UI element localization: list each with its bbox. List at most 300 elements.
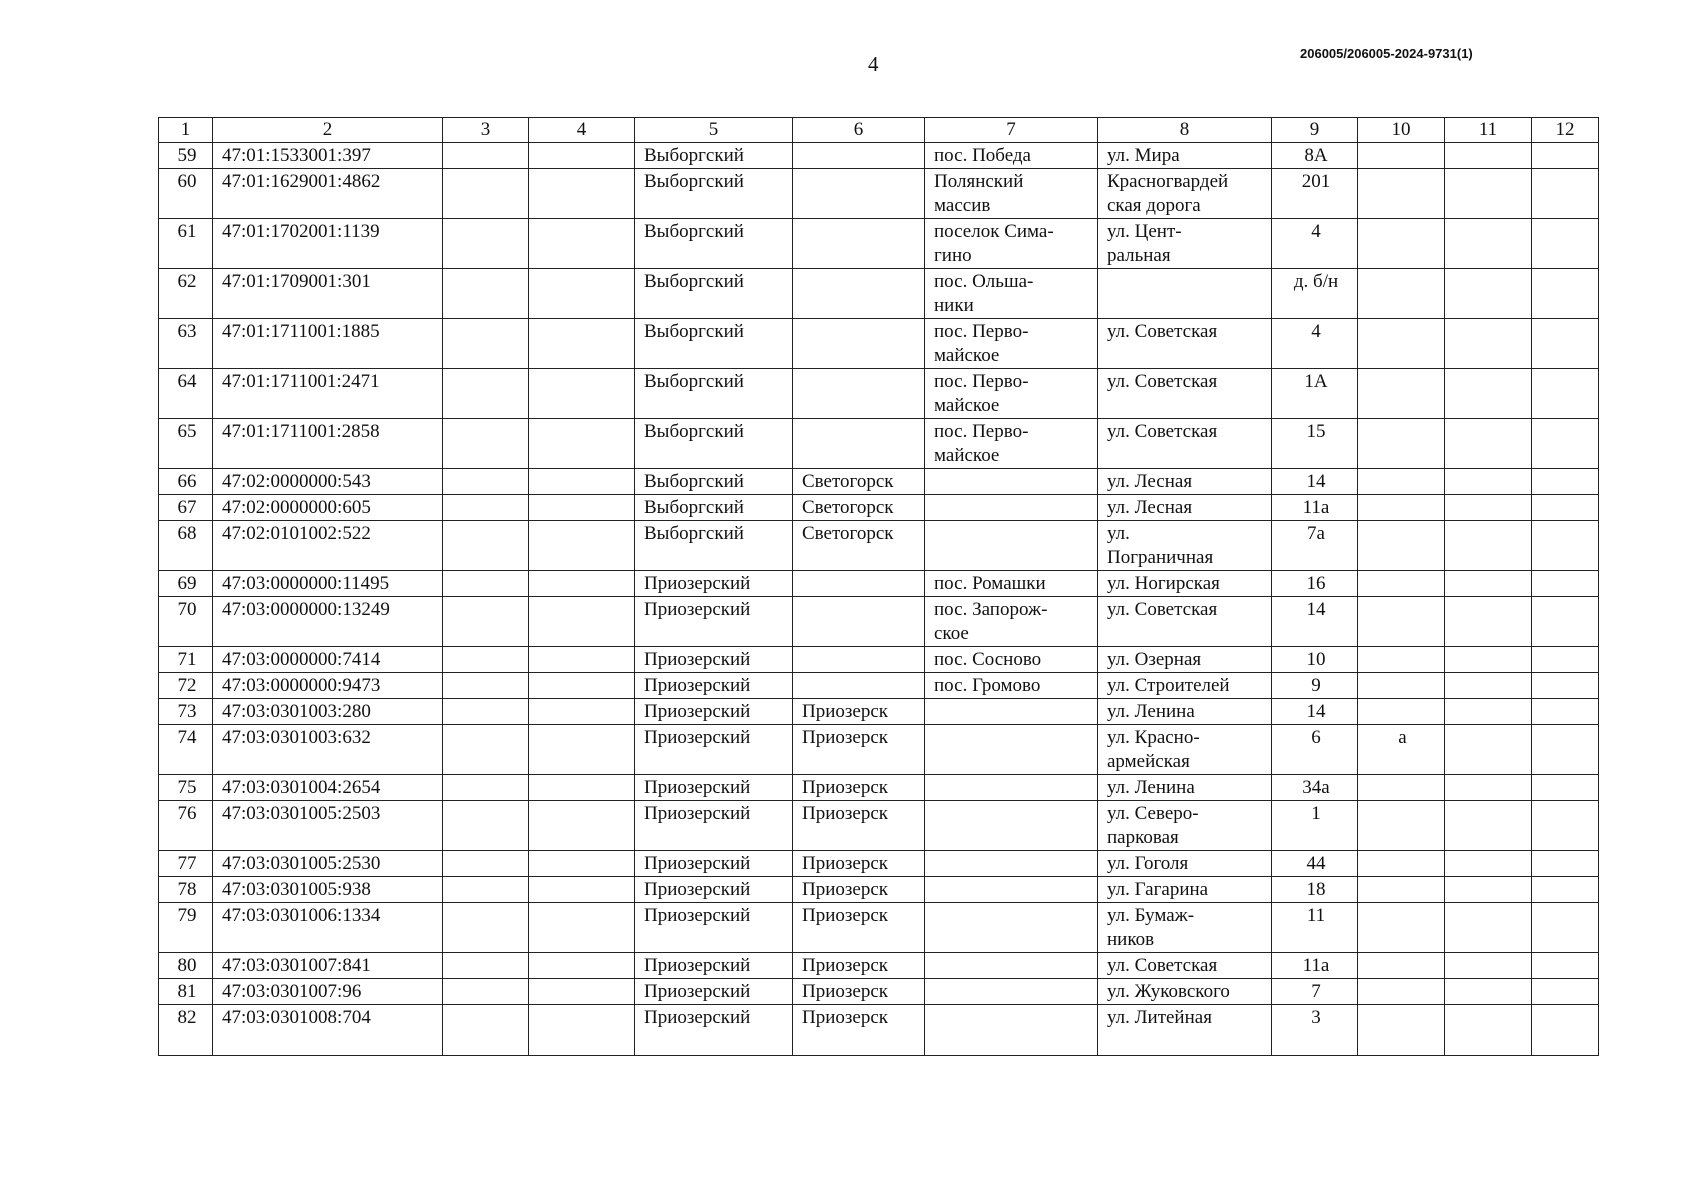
page-number: 4: [868, 52, 879, 76]
street-cell: ул. Цент- ральная: [1098, 219, 1272, 269]
column-3-cell: [443, 495, 529, 521]
district-cell: Приозерский: [635, 851, 793, 877]
column-11-cell: [1445, 269, 1532, 319]
column-3-cell: [443, 699, 529, 725]
column-11-cell: [1445, 725, 1532, 775]
cadastral-number: 47:03:0000000:11495: [213, 571, 443, 597]
column-3-cell: [443, 143, 529, 169]
column-4-cell: [529, 419, 635, 469]
row-number: 63: [159, 319, 213, 369]
column-4-cell: [529, 953, 635, 979]
cadastral-number: 47:01:1711001:1885: [213, 319, 443, 369]
district-cell: Приозерский: [635, 1005, 793, 1056]
column-10-cell: [1358, 319, 1445, 369]
column-4-cell: [529, 597, 635, 647]
row-number: 82: [159, 1005, 213, 1056]
column-11-cell: [1445, 979, 1532, 1005]
city-cell: Приозерск: [793, 953, 925, 979]
column-12-cell: [1532, 521, 1599, 571]
column-12-cell: [1532, 903, 1599, 953]
column-10-cell: [1358, 877, 1445, 903]
column-3-cell: [443, 319, 529, 369]
column-12-cell: [1532, 571, 1599, 597]
row-number: 61: [159, 219, 213, 269]
column-10-cell: [1358, 495, 1445, 521]
column-4-cell: [529, 495, 635, 521]
house-number-cell: 14: [1272, 469, 1358, 495]
column-12-cell: [1532, 851, 1599, 877]
cadastral-number: 47:03:0301006:1334: [213, 903, 443, 953]
settlement-cell: [925, 725, 1098, 775]
district-cell: Приозерский: [635, 699, 793, 725]
table-row: [159, 469, 1599, 495]
table-row: [159, 877, 1599, 903]
column-4-cell: [529, 725, 635, 775]
column-4-cell: [529, 851, 635, 877]
column-4-cell: [529, 469, 635, 495]
district-cell: Приозерский: [635, 647, 793, 673]
table-row: [159, 597, 1599, 647]
column-12-cell: [1532, 495, 1599, 521]
row-number: 68: [159, 521, 213, 571]
settlement-cell: пос. Победа: [925, 143, 1098, 169]
column-11-cell: [1445, 673, 1532, 699]
district-cell: Выборгский: [635, 495, 793, 521]
city-cell: Светогорск: [793, 521, 925, 571]
row-number: 70: [159, 597, 213, 647]
row-number: 80: [159, 953, 213, 979]
cadastral-number: 47:03:0301003:280: [213, 699, 443, 725]
column-3-cell: [443, 571, 529, 597]
column-3-cell: [443, 521, 529, 571]
district-cell: Выборгский: [635, 219, 793, 269]
settlement-cell: пос. Сосново: [925, 647, 1098, 673]
column-3-cell: [443, 953, 529, 979]
city-cell: [793, 369, 925, 419]
column-11-cell: [1445, 903, 1532, 953]
column-header: 8: [1098, 118, 1272, 143]
column-3-cell: [443, 597, 529, 647]
cadastral-number: 47:02:0000000:605: [213, 495, 443, 521]
settlement-cell: [925, 699, 1098, 725]
column-3-cell: [443, 219, 529, 269]
column-12-cell: [1532, 953, 1599, 979]
street-cell: ул. Советская: [1098, 369, 1272, 419]
column-header: 12: [1532, 118, 1599, 143]
street-cell: ул. Жуковского: [1098, 979, 1272, 1005]
cadastral-number: 47:03:0000000:13249: [213, 597, 443, 647]
city-cell: [793, 269, 925, 319]
settlement-cell: пос. Запорож- ское: [925, 597, 1098, 647]
settlement-cell: [925, 775, 1098, 801]
column-3-cell: [443, 903, 529, 953]
row-number: 60: [159, 169, 213, 219]
column-4-cell: [529, 169, 635, 219]
column-10-cell: [1358, 953, 1445, 979]
registry-table: [158, 117, 1599, 1056]
column-3-cell: [443, 979, 529, 1005]
column-4-cell: [529, 219, 635, 269]
district-cell: Выборгский: [635, 369, 793, 419]
column-12-cell: [1532, 801, 1599, 851]
column-header: 11: [1445, 118, 1532, 143]
column-11-cell: [1445, 851, 1532, 877]
house-number-cell: 4: [1272, 219, 1358, 269]
column-11-cell: [1445, 699, 1532, 725]
house-number-cell: 1: [1272, 801, 1358, 851]
street-cell: ул. Советская: [1098, 319, 1272, 369]
street-cell: ул. Гагарина: [1098, 877, 1272, 903]
column-4-cell: [529, 143, 635, 169]
column-11-cell: [1445, 521, 1532, 571]
column-10-cell: [1358, 143, 1445, 169]
district-cell: Выборгский: [635, 269, 793, 319]
column-10-cell: [1358, 269, 1445, 319]
cadastral-number: 47:01:1711001:2858: [213, 419, 443, 469]
column-11-cell: [1445, 369, 1532, 419]
column-12-cell: [1532, 143, 1599, 169]
house-number-cell: 7: [1272, 979, 1358, 1005]
column-4-cell: [529, 571, 635, 597]
column-11-cell: [1445, 169, 1532, 219]
cadastral-number: 47:01:1533001:397: [213, 143, 443, 169]
house-number-cell: 11: [1272, 903, 1358, 953]
table-row: [159, 725, 1599, 775]
city-cell: Приозерск: [793, 801, 925, 851]
district-cell: Приозерский: [635, 979, 793, 1005]
street-cell: [1098, 269, 1272, 319]
row-number: 64: [159, 369, 213, 419]
house-number-cell: 34а: [1272, 775, 1358, 801]
column-4-cell: [529, 647, 635, 673]
column-11-cell: [1445, 647, 1532, 673]
table-row: [159, 1005, 1599, 1056]
cadastral-number: 47:01:1711001:2471: [213, 369, 443, 419]
column-11-cell: [1445, 1005, 1532, 1056]
house-number-cell: 10: [1272, 647, 1358, 673]
house-number-cell: 3: [1272, 1005, 1358, 1056]
district-cell: Приозерский: [635, 571, 793, 597]
cadastral-number: 47:03:0301007:96: [213, 979, 443, 1005]
column-10-cell: [1358, 801, 1445, 851]
city-cell: [793, 169, 925, 219]
table-row: [159, 647, 1599, 673]
column-12-cell: [1532, 219, 1599, 269]
cadastral-number: 47:03:0301003:632: [213, 725, 443, 775]
table-row: [159, 143, 1599, 169]
cadastral-number: 47:03:0301007:841: [213, 953, 443, 979]
cadastral-number: 47:03:0301005:938: [213, 877, 443, 903]
settlement-cell: пос. Перво- майское: [925, 419, 1098, 469]
house-number-cell: 16: [1272, 571, 1358, 597]
column-header: 3: [443, 118, 529, 143]
column-4-cell: [529, 319, 635, 369]
column-12-cell: [1532, 699, 1599, 725]
street-cell: ул. Красно- армейская: [1098, 725, 1272, 775]
column-10-cell: [1358, 571, 1445, 597]
column-3-cell: [443, 369, 529, 419]
row-number: 77: [159, 851, 213, 877]
house-number-cell: 201: [1272, 169, 1358, 219]
table-row: [159, 851, 1599, 877]
column-4-cell: [529, 673, 635, 699]
street-cell: ул. Пограничная: [1098, 521, 1272, 571]
settlement-cell: пос. Перво- майское: [925, 319, 1098, 369]
settlement-cell: [925, 521, 1098, 571]
column-10-cell: [1358, 419, 1445, 469]
row-number: 76: [159, 801, 213, 851]
column-4-cell: [529, 903, 635, 953]
settlement-cell: Полянский массив: [925, 169, 1098, 219]
city-cell: Приозерск: [793, 725, 925, 775]
column-12-cell: [1532, 419, 1599, 469]
column-3-cell: [443, 169, 529, 219]
column-3-cell: [443, 801, 529, 851]
table-row: [159, 269, 1599, 319]
house-number-cell: 9: [1272, 673, 1358, 699]
row-number: 81: [159, 979, 213, 1005]
column-3-cell: [443, 419, 529, 469]
column-11-cell: [1445, 775, 1532, 801]
column-header: 1: [159, 118, 213, 143]
house-number-cell: 44: [1272, 851, 1358, 877]
district-cell: Выборгский: [635, 469, 793, 495]
city-cell: [793, 571, 925, 597]
settlement-cell: поселок Сима- гино: [925, 219, 1098, 269]
table-row: [159, 673, 1599, 699]
column-4-cell: [529, 699, 635, 725]
cadastral-number: 47:01:1629001:4862: [213, 169, 443, 219]
column-11-cell: [1445, 143, 1532, 169]
city-cell: Приозерск: [793, 775, 925, 801]
district-cell: Приозерский: [635, 903, 793, 953]
column-header: 10: [1358, 118, 1445, 143]
column-12-cell: [1532, 319, 1599, 369]
city-cell: [793, 647, 925, 673]
row-number: 59: [159, 143, 213, 169]
row-number: 72: [159, 673, 213, 699]
cadastral-number: 47:03:0301005:2503: [213, 801, 443, 851]
column-10-cell: [1358, 903, 1445, 953]
column-10-cell: [1358, 775, 1445, 801]
settlement-cell: [925, 495, 1098, 521]
column-4-cell: [529, 521, 635, 571]
table-row: [159, 979, 1599, 1005]
column-12-cell: [1532, 369, 1599, 419]
column-11-cell: [1445, 419, 1532, 469]
city-cell: Светогорск: [793, 469, 925, 495]
table-row: [159, 699, 1599, 725]
settlement-cell: пос. Перво- майское: [925, 369, 1098, 419]
settlement-cell: [925, 953, 1098, 979]
column-12-cell: [1532, 597, 1599, 647]
house-number-cell: 4: [1272, 319, 1358, 369]
street-cell: ул. Литейная: [1098, 1005, 1272, 1056]
column-3-cell: [443, 673, 529, 699]
district-cell: Выборгский: [635, 319, 793, 369]
street-cell: ул. Гоголя: [1098, 851, 1272, 877]
street-cell: ул. Советская: [1098, 597, 1272, 647]
cadastral-number: 47:01:1709001:301: [213, 269, 443, 319]
house-number-cell: 11а: [1272, 953, 1358, 979]
row-number: 78: [159, 877, 213, 903]
table-row: [159, 419, 1599, 469]
column-12-cell: [1532, 269, 1599, 319]
column-10-cell: а: [1358, 725, 1445, 775]
column-header: 4: [529, 118, 635, 143]
column-12-cell: [1532, 1005, 1599, 1056]
district-cell: Приозерский: [635, 775, 793, 801]
column-4-cell: [529, 1005, 635, 1056]
row-number: 75: [159, 775, 213, 801]
district-cell: Приозерский: [635, 801, 793, 851]
row-number: 71: [159, 647, 213, 673]
column-3-cell: [443, 775, 529, 801]
settlement-cell: [925, 979, 1098, 1005]
column-3-cell: [443, 647, 529, 673]
column-10-cell: [1358, 979, 1445, 1005]
settlement-cell: [925, 469, 1098, 495]
column-12-cell: [1532, 725, 1599, 775]
street-cell: ул. Лесная: [1098, 495, 1272, 521]
header-row: [159, 118, 1599, 143]
row-number: 62: [159, 269, 213, 319]
settlement-cell: [925, 801, 1098, 851]
table-row: [159, 521, 1599, 571]
column-10-cell: [1358, 673, 1445, 699]
column-3-cell: [443, 851, 529, 877]
house-number-cell: 15: [1272, 419, 1358, 469]
settlement-cell: [925, 851, 1098, 877]
table-row: [159, 801, 1599, 851]
settlement-cell: [925, 903, 1098, 953]
table-body: [159, 143, 1599, 1056]
column-12-cell: [1532, 877, 1599, 903]
document-id: 206005/206005-2024-9731(1): [1300, 46, 1473, 61]
column-3-cell: [443, 725, 529, 775]
column-11-cell: [1445, 495, 1532, 521]
column-4-cell: [529, 369, 635, 419]
city-cell: [793, 143, 925, 169]
column-header: 2: [213, 118, 443, 143]
district-cell: Приозерский: [635, 597, 793, 647]
row-number: 74: [159, 725, 213, 775]
settlement-cell: пос. Ольша- ники: [925, 269, 1098, 319]
city-cell: [793, 673, 925, 699]
city-cell: [793, 319, 925, 369]
column-10-cell: [1358, 369, 1445, 419]
column-header: 9: [1272, 118, 1358, 143]
column-11-cell: [1445, 319, 1532, 369]
column-10-cell: [1358, 699, 1445, 725]
column-10-cell: [1358, 597, 1445, 647]
column-10-cell: [1358, 169, 1445, 219]
column-3-cell: [443, 269, 529, 319]
column-4-cell: [529, 877, 635, 903]
city-cell: Светогорск: [793, 495, 925, 521]
city-cell: Приозерск: [793, 903, 925, 953]
street-cell: ул. Строителей: [1098, 673, 1272, 699]
house-number-cell: 14: [1272, 699, 1358, 725]
table-row: [159, 903, 1599, 953]
cadastral-number: 47:01:1702001:1139: [213, 219, 443, 269]
district-cell: Приозерский: [635, 725, 793, 775]
column-3-cell: [443, 469, 529, 495]
column-11-cell: [1445, 219, 1532, 269]
column-10-cell: [1358, 1005, 1445, 1056]
table-row: [159, 169, 1599, 219]
street-cell: ул. Ленина: [1098, 775, 1272, 801]
column-4-cell: [529, 801, 635, 851]
district-cell: Выборгский: [635, 521, 793, 571]
city-cell: Приозерск: [793, 699, 925, 725]
column-11-cell: [1445, 469, 1532, 495]
row-number: 79: [159, 903, 213, 953]
table-row: [159, 319, 1599, 369]
house-number-cell: 18: [1272, 877, 1358, 903]
city-cell: [793, 419, 925, 469]
settlement-cell: [925, 877, 1098, 903]
row-number: 69: [159, 571, 213, 597]
street-cell: ул. Бумаж- ников: [1098, 903, 1272, 953]
column-header: 5: [635, 118, 793, 143]
column-3-cell: [443, 1005, 529, 1056]
column-11-cell: [1445, 953, 1532, 979]
district-cell: Приозерский: [635, 953, 793, 979]
settlement-cell: [925, 1005, 1098, 1056]
cadastral-number: 47:03:0301005:2530: [213, 851, 443, 877]
column-12-cell: [1532, 647, 1599, 673]
street-cell: Красногвардей ская дорога: [1098, 169, 1272, 219]
table-row: [159, 775, 1599, 801]
district-cell: Выборгский: [635, 143, 793, 169]
column-4-cell: [529, 979, 635, 1005]
cadastral-number: 47:03:0000000:9473: [213, 673, 443, 699]
table-row: [159, 953, 1599, 979]
house-number-cell: 8А: [1272, 143, 1358, 169]
column-12-cell: [1532, 469, 1599, 495]
column-3-cell: [443, 877, 529, 903]
row-number: 67: [159, 495, 213, 521]
column-12-cell: [1532, 979, 1599, 1005]
city-cell: Приозерск: [793, 851, 925, 877]
row-number: 66: [159, 469, 213, 495]
column-4-cell: [529, 775, 635, 801]
district-cell: Приозерский: [635, 673, 793, 699]
cadastral-number: 47:03:0301004:2654: [213, 775, 443, 801]
street-cell: ул. Советская: [1098, 953, 1272, 979]
table-row: [159, 219, 1599, 269]
street-cell: ул. Советская: [1098, 419, 1272, 469]
column-12-cell: [1532, 169, 1599, 219]
house-number-cell: 7а: [1272, 521, 1358, 571]
house-number-cell: д. б/н: [1272, 269, 1358, 319]
column-12-cell: [1532, 673, 1599, 699]
cadastral-number: 47:03:0000000:7414: [213, 647, 443, 673]
city-cell: Приозерск: [793, 1005, 925, 1056]
column-4-cell: [529, 269, 635, 319]
district-cell: Приозерский: [635, 877, 793, 903]
street-cell: ул. Мира: [1098, 143, 1272, 169]
house-number-cell: 1А: [1272, 369, 1358, 419]
city-cell: [793, 219, 925, 269]
row-number: 65: [159, 419, 213, 469]
city-cell: Приозерск: [793, 979, 925, 1005]
column-10-cell: [1358, 851, 1445, 877]
house-number-cell: 6: [1272, 725, 1358, 775]
house-number-cell: 14: [1272, 597, 1358, 647]
column-11-cell: [1445, 877, 1532, 903]
